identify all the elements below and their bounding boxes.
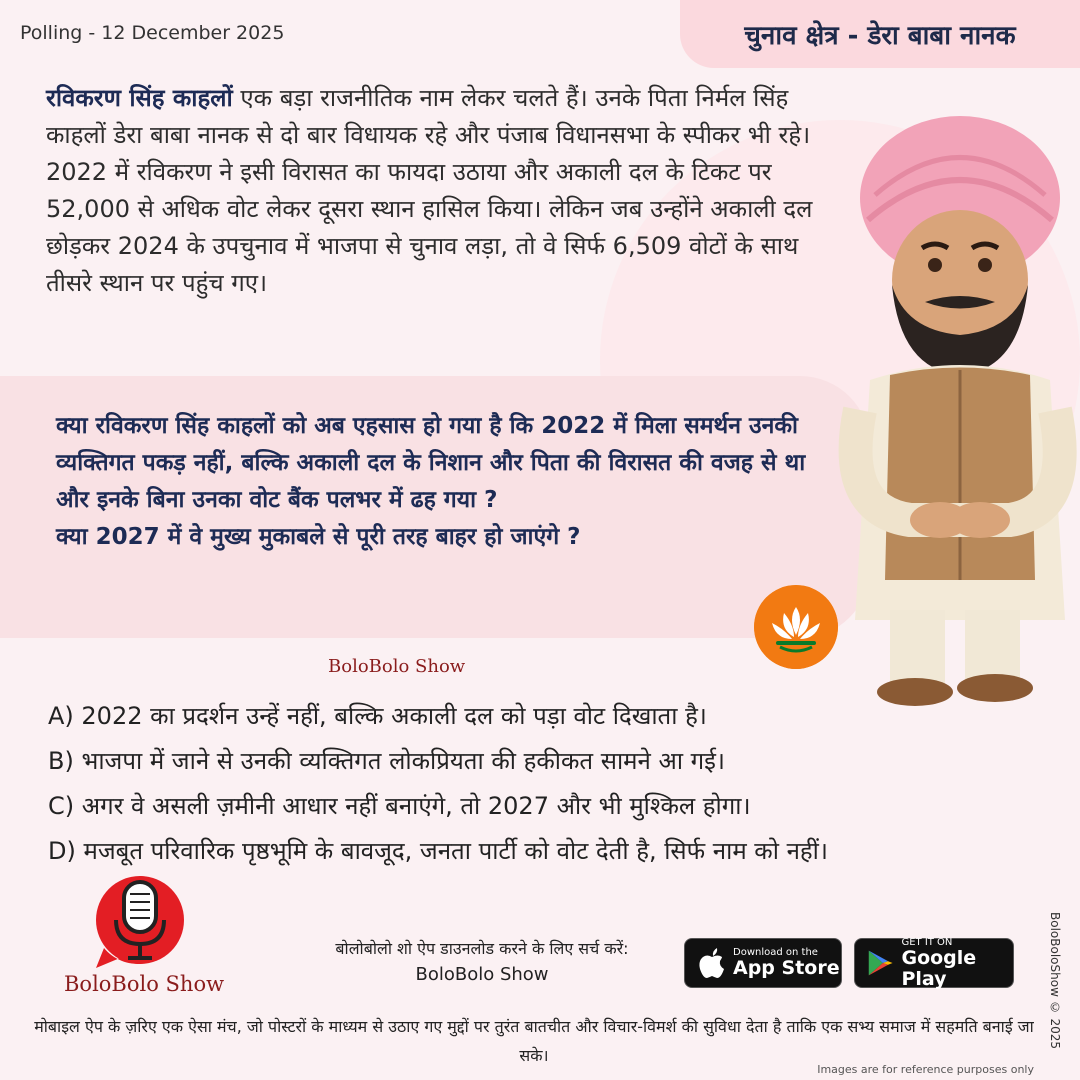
google-play-button[interactable] [854, 938, 1014, 988]
appstore-big-text: App Store [733, 957, 840, 979]
play-store-icon [867, 947, 893, 979]
appstore-small-text: Download on the [733, 947, 818, 958]
poll-question [56, 408, 816, 556]
brand-logo-text: BoloBolo Show [64, 972, 225, 996]
intro-paragraph [46, 80, 846, 302]
option-a[interactable]: A) 2022 का प्रदर्शन उन्हें नहीं, बल्कि अकाली दल को पड़ा वोट दिखाता है। [48, 702, 707, 730]
constituency-title: चुनाव क्षेत्र - डेरा बाबा नानक [680, 0, 1080, 68]
option-c[interactable]: C) अगर वे असली ज़मीनी आधार नहीं बनाएंगे, तो 2027 और भी मुश्किल होगा। [48, 792, 751, 820]
intro-text: एक बड़ा राजनीतिक नाम लेकर चलते हैं। उनके पिता निर्मल सिंह काहलों डेरा बाबा नानक से दो बार विधायक रहे और पंजाब विधानसभा के स्पीकर भी रहे। 2022 में रविकरण ने इसी विरासत का फायदा उठाया और अकाली दल के टिकट पर 52,000 से अधिक वोट लेकर दूसरा स्थान हासिल किया। लेकिन जब उन्होंने अकाली दल छोड़कर 2024 के उपचुनाव में भाजपा से चुनाव लड़ा, तो वे सिर्फ 6,509 वोटों के साथ तीसरे स्थान पर पहुंच गए। [46, 84, 813, 297]
lotus-icon [754, 585, 838, 669]
poll-date: Polling - 12 December 2025 [20, 22, 285, 44]
candidate-illustration [830, 80, 1080, 720]
download-instructions [262, 936, 702, 988]
download-text: बोलोबोलो शो ऐप डाउनलोड करने के लिए सर्च करें: [335, 939, 629, 958]
playstore-big-text: Google Play [901, 946, 977, 990]
apple-icon [697, 946, 727, 980]
option-b[interactable]: B) भाजपा में जाने से उनकी व्यक्तिगत लोकप्रियता की हकीकत सामने आ गई। [48, 747, 726, 775]
download-app-name: BoloBolo Show [415, 964, 549, 985]
option-d[interactable]: D) मजबूत परिवारिक पृष्ठभूमि के बावजूद, जनता पार्टी को वोट देती है, सिर्फ नाम को नहीं। [48, 837, 828, 865]
poll-options [48, 694, 828, 874]
app-store-button[interactable] [684, 938, 842, 988]
reference-note: Images are for reference purposes only [817, 1063, 1034, 1076]
copyright-text: BoloBoloShow © 2025 [1048, 912, 1062, 1050]
footer-description: मोबाइल ऐप के ज़रिए एक ऐसा मंच, जो पोस्टरों के माध्यम से उठाए गए मुद्दों पर तुरंत बातचीत और विचार-विमर्श की सुविधा देता है ताकि एक सभ्य समाज में सहमति बनाई जा सके। [34, 1017, 1034, 1065]
question-line-1: क्या रविकरण सिंह काहलों को अब एहसास हो गया है कि 2022 में मिला समर्थन उनकी व्यक्तिगत पकड़ नहीं, बल्कि अकाली दल के निशान और पिता की विरासत की वजह से था और इनके बिना उनका वोट बैंक पलभर में ढह गया ? [56, 413, 806, 513]
candidate-name: रविकरण सिंह काहलों [46, 84, 233, 112]
playstore-small-text: GET IT ON [901, 936, 953, 948]
brand-watermark: BoloBolo Show [328, 656, 466, 677]
microphone-icon [90, 872, 190, 972]
question-line-2: क्या 2027 में वे मुख्य मुकाबले से पूरी तरह बाहर हो जाएंगे ? [56, 524, 581, 550]
